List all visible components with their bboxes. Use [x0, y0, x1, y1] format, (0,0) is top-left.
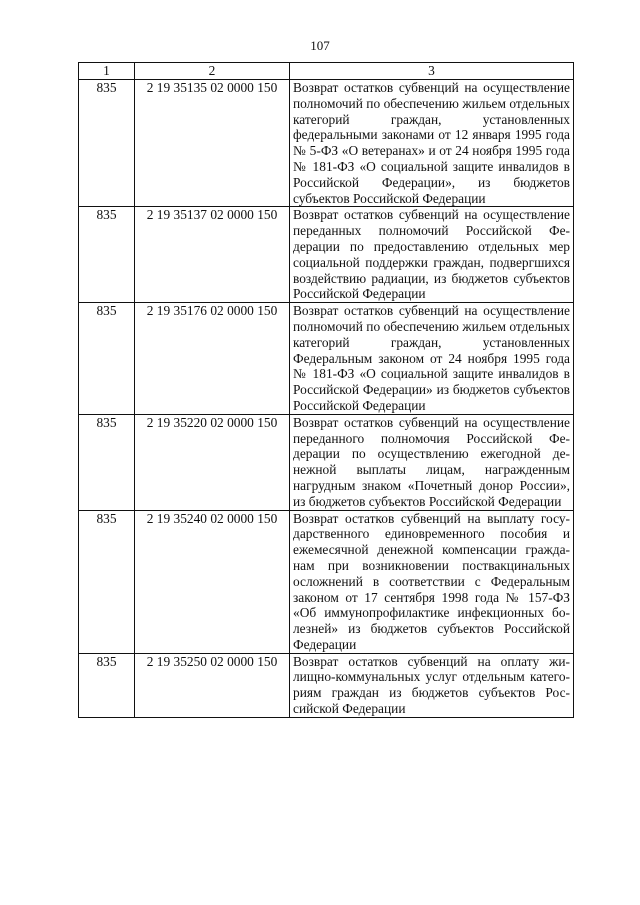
description-cell: Возврат остатков субвенций на осуществление полномочий по обеспечению жильем отдельных категорий граждан, установленных федеральными законами от 12 января 1995 года № 5-ФЗ «О ветеранах» и от 24 ноября 1995 года № 181-ФЗ «О социальной защите инвалидов в Российской Федерации», из бюджетов субъектов Российской Федерации: [290, 80, 574, 207]
kbk-code-cell: 2 19 35250 02 0000 150: [135, 653, 290, 717]
description-cell: Возврат остатков субвенций на осуществление полномочий по обеспечению жильем отдельных категорий граждан, установленных Федеральным законом от 24 ноября 1995 года № 181-ФЗ «О социальной защите инвалидов в Российской Федерации» из бюджетов субъектов Российской Федерации: [290, 303, 574, 415]
admin-code-cell: 835: [79, 303, 135, 415]
kbk-code-cell: 2 19 35135 02 0000 150: [135, 80, 290, 207]
description-cell: Возврат остатков субвенций на осуществление переданного полномочия Российской Федерации по осуществлению ежегодной денежной выплаты лицам, награжденным нагрудным знаком «Почетный донор России», из бюджетов субъектов Российской Федерации: [290, 414, 574, 510]
column-header-2: 2: [135, 63, 290, 80]
table-row: [79, 303, 574, 415]
admin-code-cell: 835: [79, 510, 135, 653]
description-cell: Возврат остатков субвенций на оплату жилищно-коммунальных услуг отдельным категориям граждан из бюджетов субъектов Российской Федерации: [290, 653, 574, 717]
admin-code-cell: 835: [79, 414, 135, 510]
admin-code-cell: 835: [79, 653, 135, 717]
column-header-3: 3: [290, 63, 574, 80]
description-cell: Возврат остатков субвенций на выплату государственного единовременного пособия и ежемесячной денежной компенсации гражданам при возникновении поствакцинальных осложнений в соответствии с Федеральным законом от 17 сентября 1998 года № 157-ФЗ «Об иммунопрофилактике инфекционных болезней» из бюджетов субъектов Российской Федерации: [290, 510, 574, 653]
admin-code-cell: 835: [79, 207, 135, 303]
column-header-1: 1: [79, 63, 135, 80]
budget-classification-table: [78, 62, 574, 718]
kbk-code-cell: 2 19 35220 02 0000 150: [135, 414, 290, 510]
kbk-code-cell: 2 19 35137 02 0000 150: [135, 207, 290, 303]
admin-code-cell: 835: [79, 80, 135, 207]
table-header-row: [79, 63, 574, 80]
description-cell: Возврат остатков субвенций на осуществление переданных полномочий Российской Федерации по предоставлению отдельных мер социальной поддержки граждан, подвергшихся воздействию радиации, из бюджетов субъектов Российской Федерации: [290, 207, 574, 303]
table-row: [79, 414, 574, 510]
table-row: [79, 80, 574, 207]
page-number: 107: [310, 38, 330, 53]
table-row: [79, 510, 574, 653]
table-row: [79, 653, 574, 717]
table-row: [79, 207, 574, 303]
kbk-code-cell: 2 19 35240 02 0000 150: [135, 510, 290, 653]
kbk-code-cell: 2 19 35176 02 0000 150: [135, 303, 290, 415]
